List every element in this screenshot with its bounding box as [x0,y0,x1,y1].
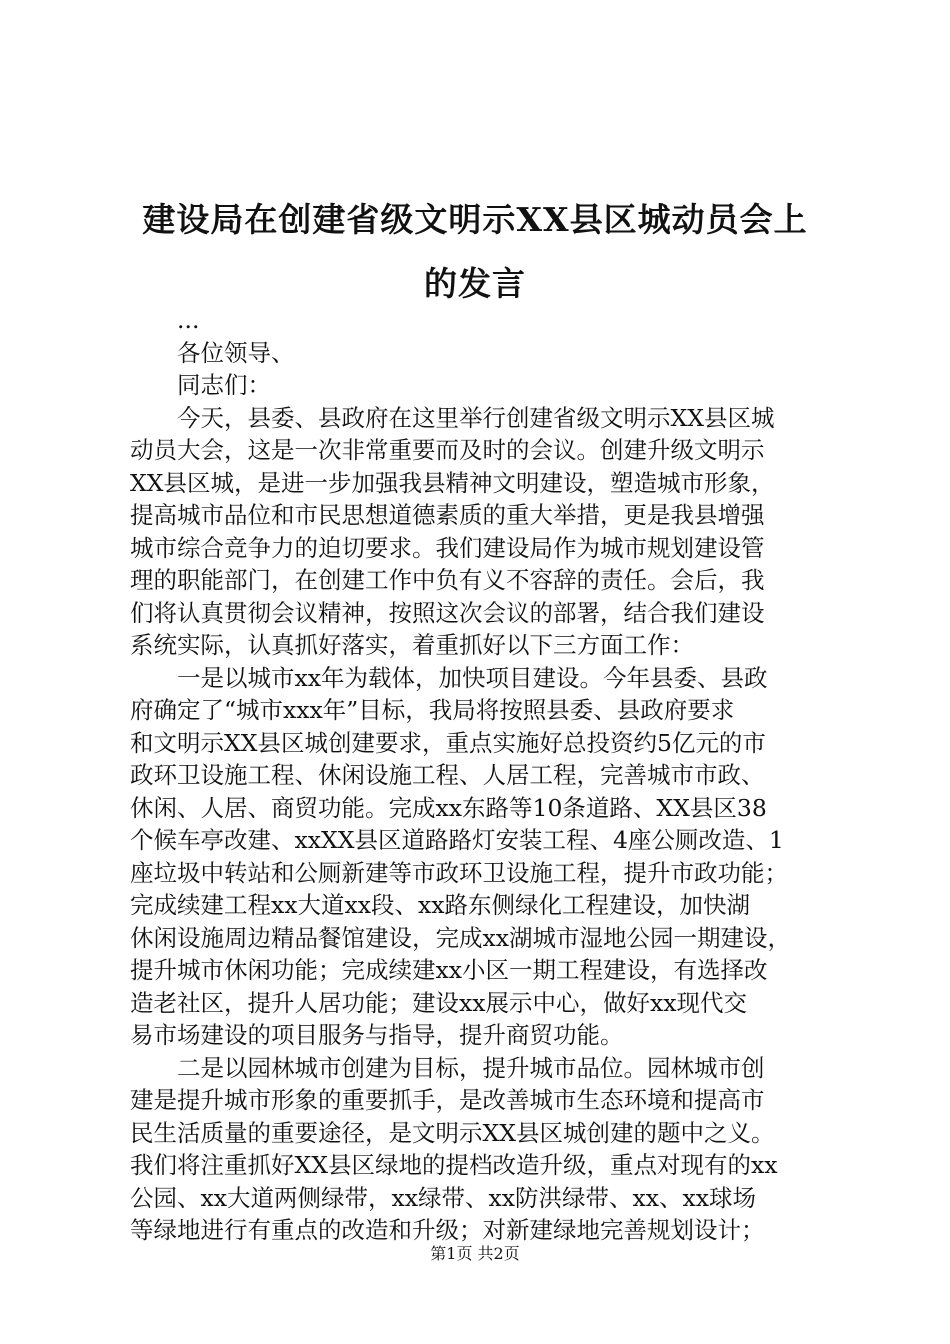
paragraph-line: 休闲设施周边精品餐馆建设，完成xx湖城市湿地公园一期建设， [130,923,792,952]
paragraph-line: 政环卫设施工程、休闲设施工程、人居工程，完善城市市政、 [130,761,765,789]
paragraph-line: 我们将注重抓好XX县区绿地的提档改造升级，重点对现有的xx [130,1151,778,1179]
paragraph-line: 一是以城市xx年为载体，加快项目建设。今年县委、县政 [177,663,768,692]
body-paragraph [130,402,835,662]
title-line-2: 的发言 [424,264,526,303]
salutation-comrades: 同志们： [177,371,271,399]
paragraph-line: 完成续建工程xx大道xx段、xx路东侧绿化工程建设，加快湖 [130,891,751,919]
paragraph-line: 和文明示XX县区城创建要求，重点实施好总投资约5亿元的市 [130,728,766,757]
paragraph-line: 动员大会，这是一次非常重要而及时的会议。创建升级文明示 [130,436,765,464]
paragraph-line: XX县区城，是进一步加强我县精神文明建设，塑造城市形象， [130,468,775,497]
paragraph-line: 提升城市休闲功能；完成续建xx小区一期工程建设，有选择改 [130,956,768,984]
paragraph-line: 造老社区，提升人居功能；建设xx展示中心，做好xx现代交 [130,988,748,1017]
paragraph-line: 休闲、人居、商贸功能。完成xx东路等10条道路、XX县区38 [130,793,767,822]
salutation-leaders: 各位领导、 [177,338,295,367]
paragraph-line: 座垃圾中转站和公厕新建等市政环卫设施工程，提升市政功能； [130,858,788,887]
paragraph-line: 理的职能部门，在创建工作中负有义不容辞的责任。会后，我 [130,566,765,594]
paragraph-line: 公园、xx大道两侧绿带，xx绿带、xx防洪绿带、xx、xx球场 [130,1183,757,1212]
paragraph-line: 民生活质量的重要途径，是文明示XX县区城创建的题中之义。 [130,1118,775,1147]
paragraph-line: 建是提升城市形象的重要抓手，是改善城市生态环境和提高市 [130,1086,765,1114]
paragraph-line: 易市场建设的项目服务与指导，提升商贸功能。 [130,1021,624,1049]
body-paragraph [130,662,835,1052]
document-body [130,304,835,1247]
ellipsis-marker: ... [177,306,200,334]
paragraph-line: 城市综合竞争力的迫切要求。我们建设局作为城市规划建设管 [130,533,765,562]
paragraph-line: 提高城市品位和市民思想道德素质的重大举措，更是我县增强 [130,501,765,529]
body-paragraphs [130,402,835,1247]
document-title [120,188,830,316]
body-paragraph [130,1052,835,1247]
paragraph-line: 今天，县委、县政府在这里举行创建省级文明示XX县区城 [177,403,775,432]
paragraph-line: 个候车亭改建、xxXX县区道路路灯安装工程、4座公厕改造、1 [130,826,784,854]
paragraph-line: 二是以园林城市创建为目标，提升城市品位。园林城市创 [177,1053,765,1082]
paragraph-line: 们将认真贯彻会议精神，按照这次会议的部署，结合我们建设 [130,598,765,627]
page-footer: 第1页 共2页 [430,1244,520,1263]
paragraph-line: 府确定了“城市xxx年”目标，我局将按照县委、县政府要求 [130,696,735,724]
paragraph-line: 系统实际，认真抓好落实，着重抓好以下三方面工作： [130,631,694,659]
paragraph-line: 等绿地进行有重点的改造和升级；对新建绿地完善规划设计； [130,1216,765,1244]
title-line-1: 建设局在创建省级文明示XX县区城动员会上 [142,200,808,239]
